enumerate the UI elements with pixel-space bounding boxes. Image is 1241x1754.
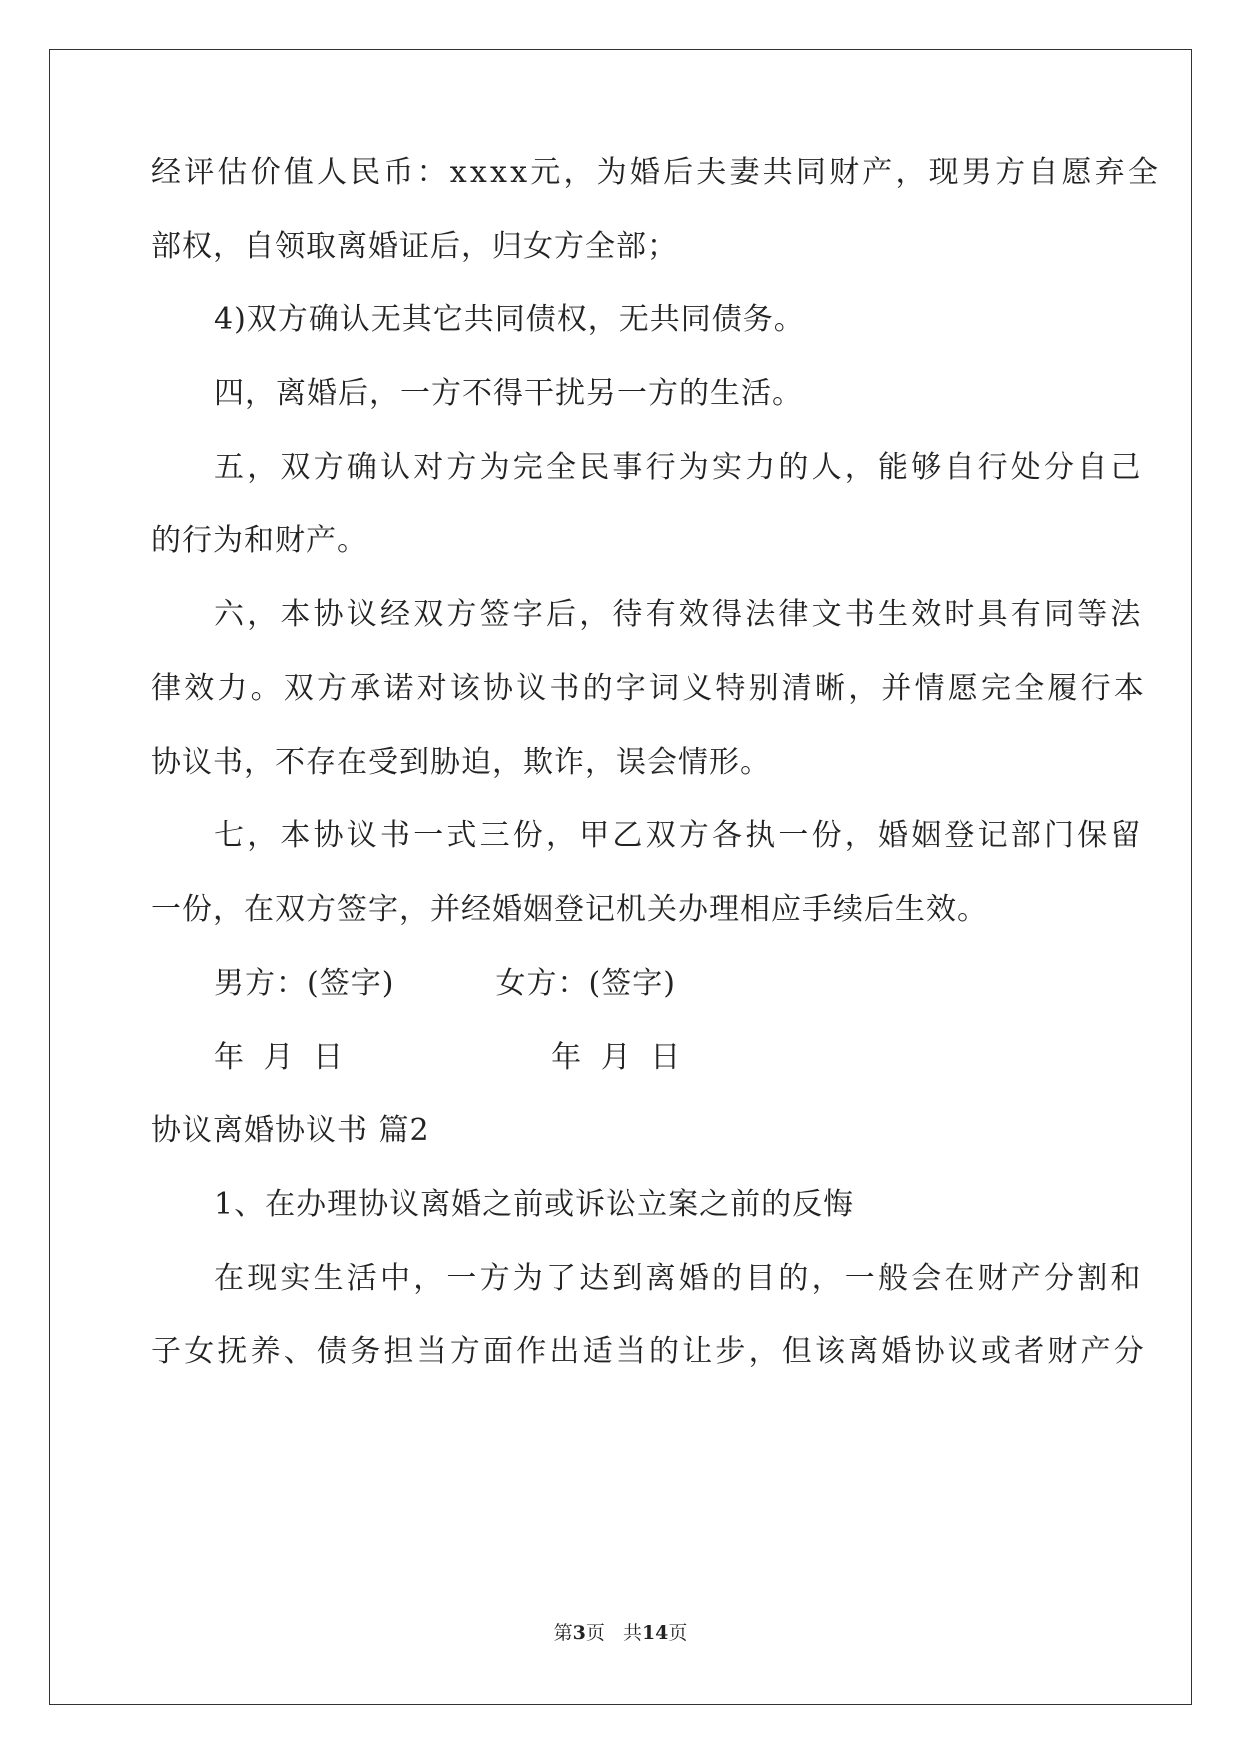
page-footer — [0, 1618, 1241, 1645]
footer-prefix: 第 — [553, 1622, 573, 1644]
date-right: 年 月 日 — [551, 1040, 682, 1075]
paragraph-line: 四，离婚后，一方不得干扰另一方的生活。 — [214, 376, 803, 411]
paragraph-line: 4)双方确认无其它共同债权，无共同债务。 — [214, 302, 805, 337]
paragraph-line: 七，本协议书一式三份，甲乙双方各执一份，婚姻登记部门保留 — [214, 818, 1144, 853]
signature-row — [214, 964, 676, 1004]
paragraph-line: 部权，自领取离婚证后，归女方全部； — [151, 229, 678, 264]
date-left: 年 月 日 — [214, 1040, 345, 1075]
footer-mid: 页 共 — [585, 1622, 642, 1644]
paragraph-line: 一份，在双方签字，并经婚姻登记机关办理相应手续后生效。 — [151, 892, 988, 927]
male-signature: 男方：(签字) — [214, 966, 395, 1001]
female-signature: 女方：(签字) — [495, 966, 676, 1001]
page-border — [49, 49, 1192, 1705]
footer-suffix: 页 — [668, 1622, 688, 1644]
paragraph-line: 协议书，不存在受到胁迫，欺诈，误会情形。 — [151, 745, 771, 780]
current-page: 3 — [572, 1622, 586, 1644]
section-item: 1、在办理协议离婚之前或诉讼立案之前的反悔 — [214, 1187, 855, 1222]
paragraph-line: 的行为和财产。 — [151, 523, 368, 558]
paragraph-line: 子女抚养、债务担当方面作出适当的让步，但该离婚协议或者财产分 — [151, 1334, 1147, 1369]
total-pages: 14 — [641, 1622, 669, 1644]
date-row — [214, 1038, 681, 1078]
paragraph-line: 六，本协议经双方签字后，待有效得法律文书生效时具有同等法 — [214, 597, 1144, 632]
paragraph-line: 经评估价值人民币：xxxx元，为婚后夫妻共同财产，现男方自愿弃全 — [151, 155, 1162, 190]
paragraph-line: 律效力。双方承诺对该协议书的字词义特别清晰，并情愿完全履行本 — [151, 671, 1147, 706]
paragraph-line: 在现实生活中，一方为了达到离婚的目的，一般会在财产分割和 — [214, 1261, 1144, 1296]
section-title: 协议离婚协议书 篇2 — [151, 1113, 430, 1148]
paragraph-line: 五，双方确认对方为完全民事行为实力的人，能够自行处分自己 — [214, 450, 1144, 485]
